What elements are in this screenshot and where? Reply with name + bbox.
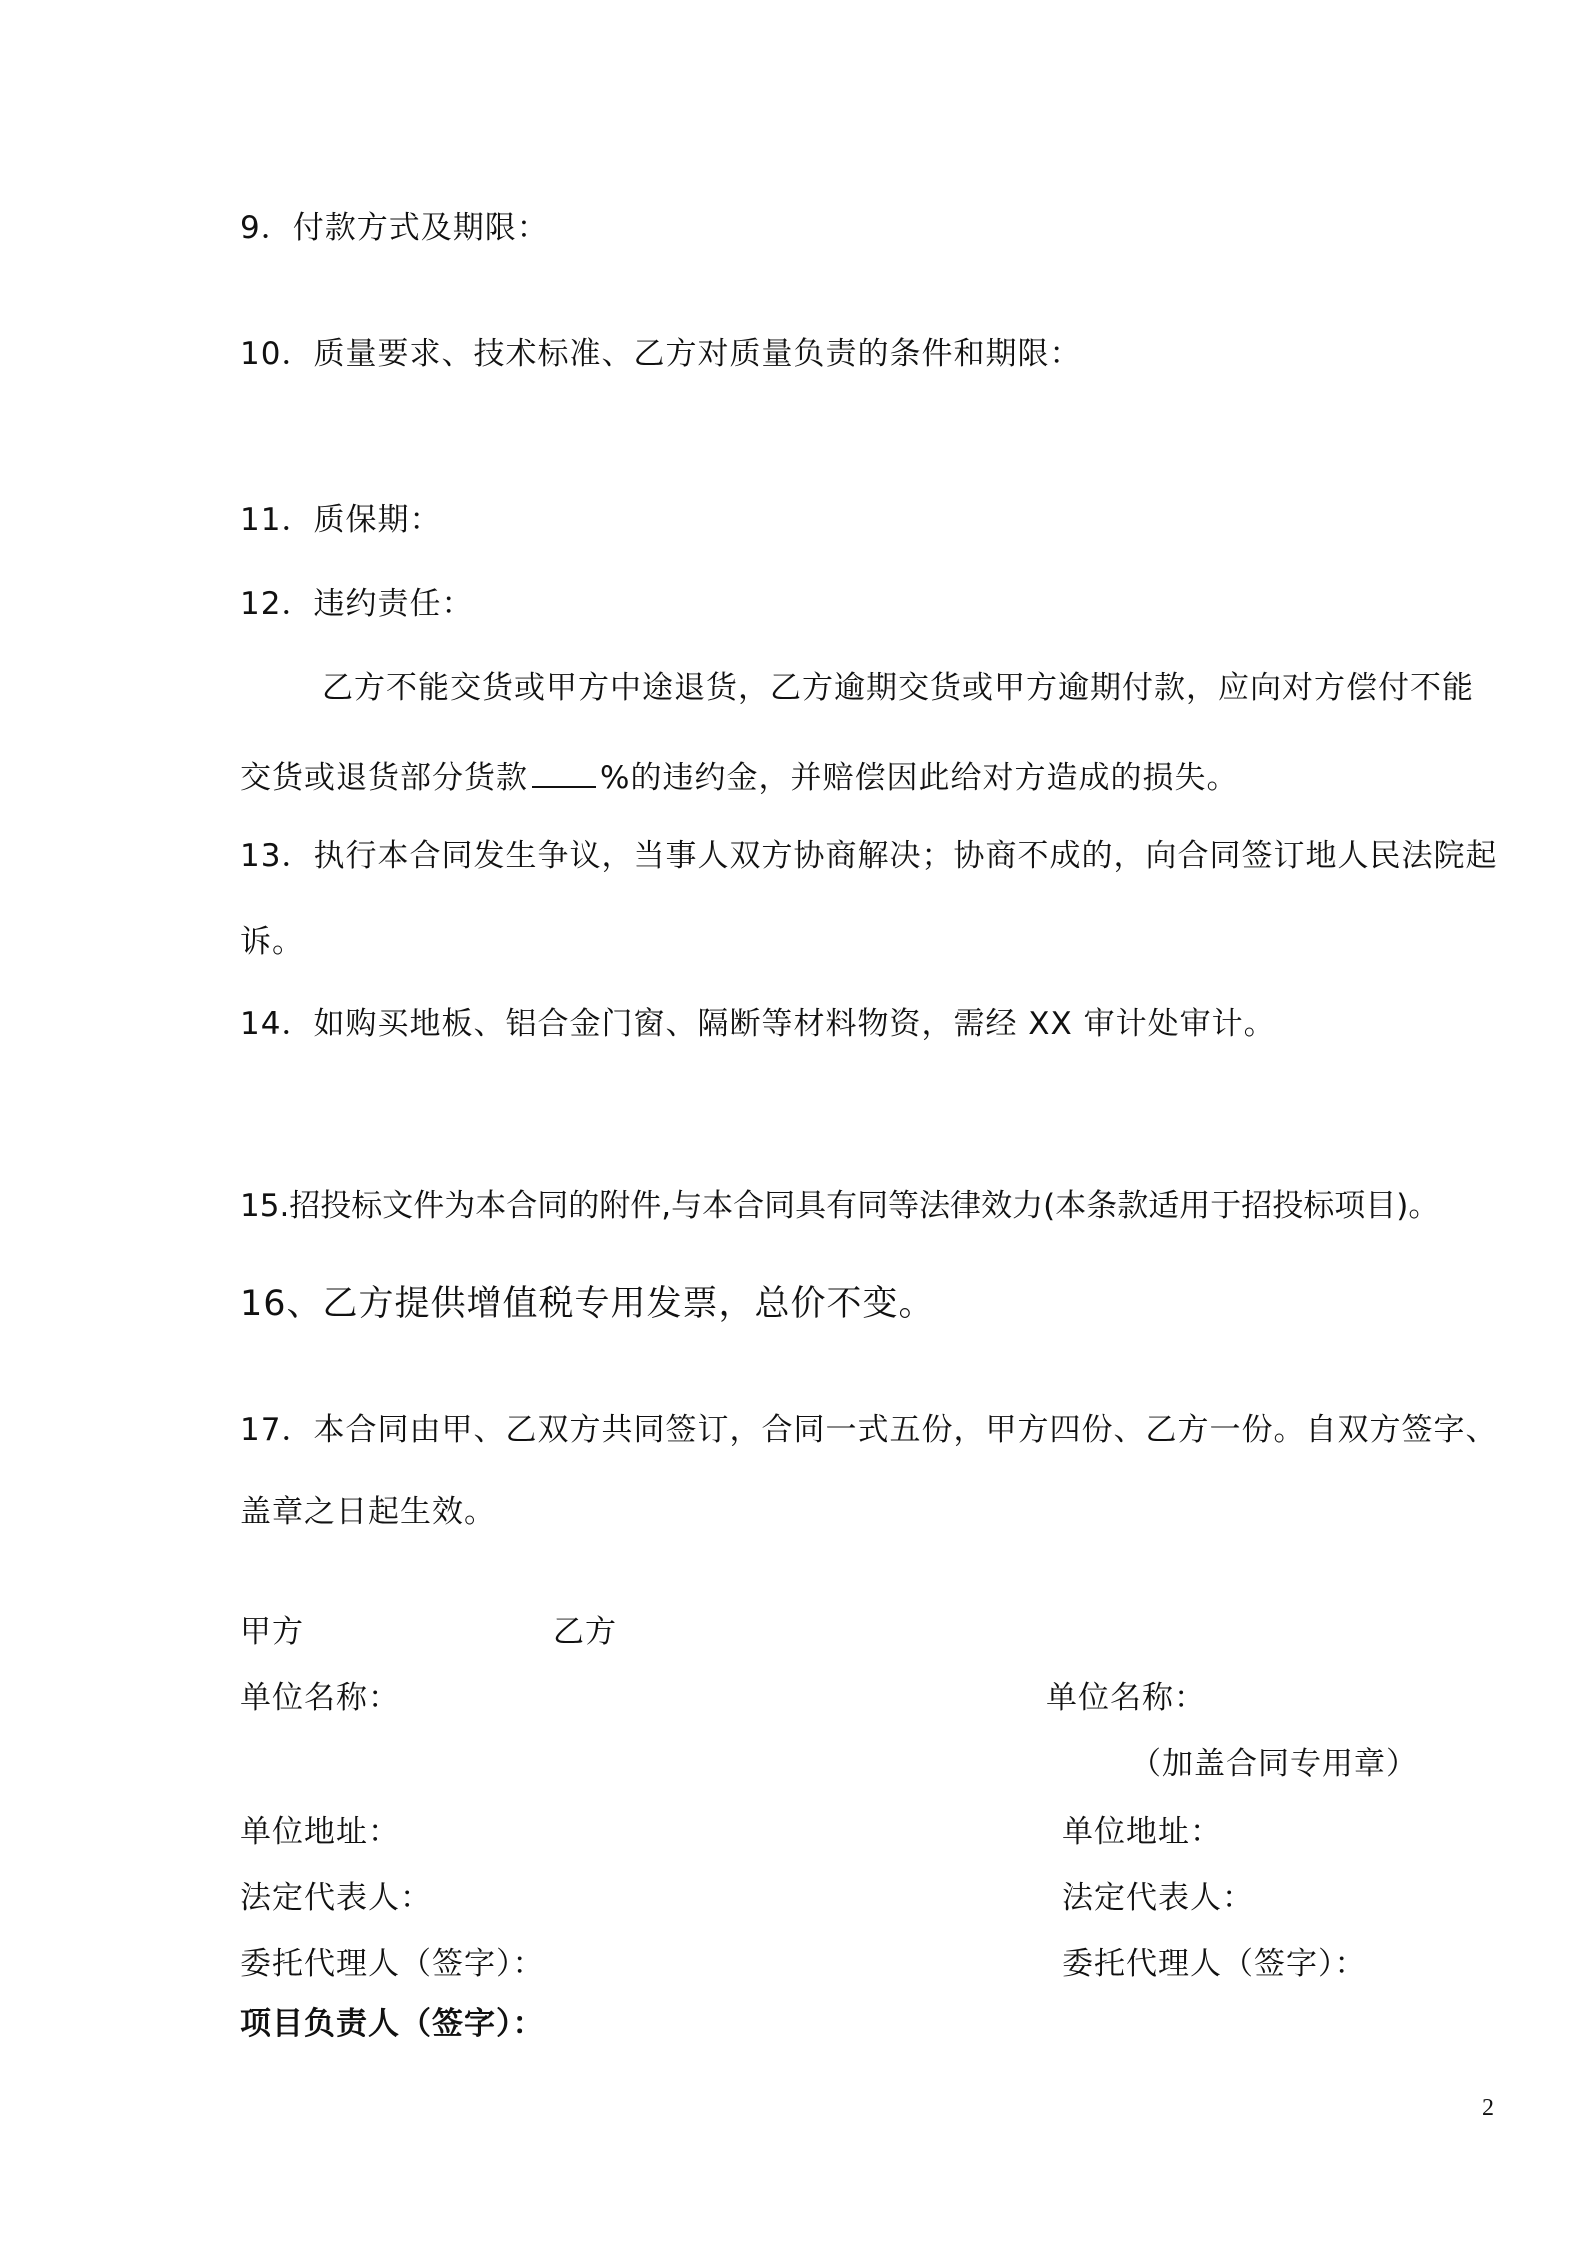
party-a-unit-name: 单位名称： xyxy=(240,1680,400,1716)
clause-17-line2: 盖章之日起生效。 xyxy=(240,1494,496,1530)
party-a-project-lead: 项目负责人（签字）： xyxy=(240,2006,545,2042)
clause-10: 10．质量要求、技术标准、乙方对质量负责的条件和期限： xyxy=(240,336,1082,372)
clause-17-line1: 17．本合同由甲、乙双方共同签订，合同一式五份，甲方四份、乙方一份。自双方签字、 xyxy=(240,1412,1498,1448)
party-b-agent: 委托代理人（签字）： xyxy=(1062,1946,1367,1982)
party-b-address: 单位地址： xyxy=(1062,1814,1222,1850)
clause-12-body-line2-end: %的违约金，并赔偿因此给对方造成的损失。 xyxy=(600,760,1239,796)
party-b-legal-rep: 法定代表人： xyxy=(1062,1880,1254,1916)
clause-16: 16、乙方提供增值税专用发票，总价不变。 xyxy=(240,1284,935,1324)
party-b-seal-note: （加盖合同专用章） xyxy=(1130,1746,1418,1782)
clause-12-body-line2-start: 交货或退货部分货款 xyxy=(240,760,528,796)
penalty-percent-blank xyxy=(532,756,596,788)
clause-9: 9．付款方式及期限： xyxy=(240,210,549,246)
party-b-label: 乙方 xyxy=(553,1614,617,1650)
clause-14: 14．如购买地板、铝合金门窗、隔断等材料物资，需经 XX 审计处审计。 xyxy=(240,1006,1276,1042)
party-a-legal-rep: 法定代表人： xyxy=(240,1880,432,1916)
party-a-address: 单位地址： xyxy=(240,1814,400,1850)
clause-11: 11．质保期： xyxy=(240,502,442,538)
party-a-label: 甲方 xyxy=(240,1614,304,1650)
clause-13-line2: 诉。 xyxy=(240,924,304,960)
party-b-unit-name: 单位名称： xyxy=(1046,1680,1206,1716)
clause-12: 12．违约责任： xyxy=(240,586,474,622)
clause-13-line1: 13．执行本合同发生争议，当事人双方协商解决；协商不成的，向合同签订地人民法院起 xyxy=(240,838,1498,874)
page-number: 2 xyxy=(1482,2095,1494,2121)
clause-12-body-line2 xyxy=(240,756,1238,798)
clause-12-body-line1: 乙方不能交货或甲方中途退货，乙方逾期交货或甲方逾期付款，应向对方偿付不能 xyxy=(322,670,1474,706)
party-a-agent: 委托代理人（签字）： xyxy=(240,1946,545,1982)
clause-15: 15.招投标文件为本合同的附件,与本合同具有同等法律效力(本条款适用于招投标项目)。 xyxy=(240,1188,1440,1224)
